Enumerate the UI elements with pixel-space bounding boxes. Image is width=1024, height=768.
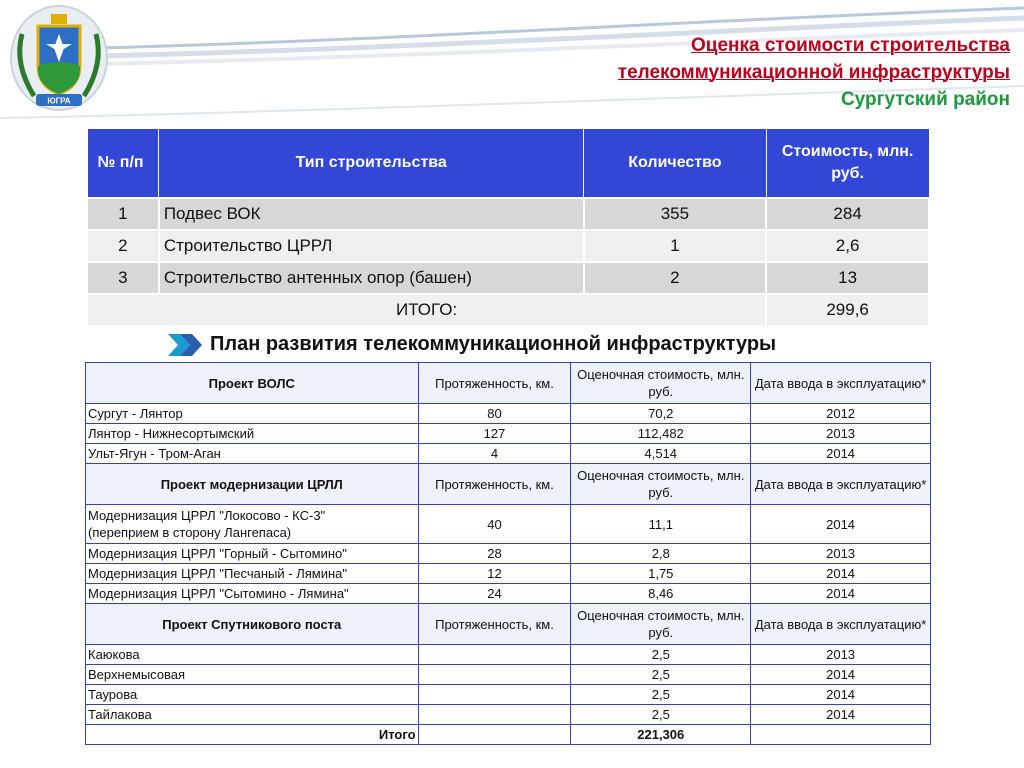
total-row <box>87 294 929 326</box>
plan-section-header <box>86 363 931 404</box>
row-date: 2013 <box>751 424 931 444</box>
row-length <box>418 685 571 705</box>
plan-section-header <box>86 464 931 505</box>
row-type: Строительство антенных опор (башен) <box>159 262 584 294</box>
row-length: 40 <box>418 505 571 544</box>
row-date: 2014 <box>751 705 931 725</box>
row-cost: 2,5 <box>571 645 751 665</box>
row-length: 4 <box>418 444 571 464</box>
col-length: Протяженность, км. <box>418 464 571 505</box>
table-row <box>86 645 931 665</box>
total-value: 299,6 <box>766 294 929 326</box>
row-cost: 2,5 <box>571 705 751 725</box>
plan-total-empty <box>751 725 931 745</box>
crrl-title: Проект модернизации ЦРЛЛ <box>86 464 419 505</box>
row-quantity: 355 <box>584 198 767 230</box>
table-row <box>86 544 931 564</box>
header-line-1: Оценка стоимости строительства <box>690 35 1010 56</box>
row-cost: 8,46 <box>571 584 751 604</box>
row-cost: 1,75 <box>571 564 751 584</box>
table-row <box>86 505 931 544</box>
plan-total-row <box>86 725 931 745</box>
col-date: Дата ввода в эксплуатацию* <box>751 464 931 505</box>
header-line-3: Сургутский район <box>840 89 1010 110</box>
col-date: Дата ввода в эксплуатацию* <box>751 363 931 404</box>
table-row <box>86 444 931 464</box>
row-name: Каюкова <box>86 645 419 665</box>
table-row <box>86 564 931 584</box>
plan-table <box>85 362 931 745</box>
row-number: 3 <box>87 262 159 294</box>
row-cost: 4,514 <box>571 444 751 464</box>
row-type: Строительство ЦРРЛ <box>159 230 584 262</box>
row-length <box>418 645 571 665</box>
row-length: 12 <box>418 564 571 584</box>
table-row <box>87 230 929 262</box>
row-length <box>418 705 571 725</box>
row-name <box>86 505 419 544</box>
col-est-cost: Оценочная стоимость, млн. руб. <box>571 363 751 404</box>
row-name-line-1: Модернизация ЦРРЛ "Локосово - КС-3" <box>88 508 326 523</box>
row-cost: 2,8 <box>571 544 751 564</box>
table-row <box>86 404 931 424</box>
row-name: Верхнемысовая <box>86 665 419 685</box>
double-chevron-icon <box>166 332 206 358</box>
row-length: 28 <box>418 544 571 564</box>
row-name: Тайлакова <box>86 705 419 725</box>
row-name: Модернизация ЦРРЛ "Горный - Сытомино" <box>86 544 419 564</box>
row-cost: 112,482 <box>571 424 751 444</box>
table-row <box>87 262 929 294</box>
emblem-ribbon-text: ЮГРА <box>47 96 71 106</box>
col-header-cost: Стоимость, млн. руб. <box>766 129 929 199</box>
plan-total-empty <box>418 725 571 745</box>
col-header-quantity: Количество <box>584 129 767 199</box>
total-label: ИТОГО: <box>87 294 766 326</box>
cost-table <box>86 128 930 327</box>
row-cost: 2,6 <box>766 230 929 262</box>
table-row <box>86 665 931 685</box>
row-date: 2014 <box>751 685 931 705</box>
table-row <box>86 584 931 604</box>
row-name: Таурова <box>86 685 419 705</box>
row-date: 2013 <box>751 544 931 564</box>
table-row <box>87 198 929 230</box>
row-cost: 11,1 <box>571 505 751 544</box>
row-date: 2014 <box>751 505 931 544</box>
row-cost: 2,5 <box>571 665 751 685</box>
col-header-number: № п/п <box>87 129 159 199</box>
row-cost: 284 <box>766 198 929 230</box>
row-name-line-2: (переприем в сторону Лангепаса) <box>88 525 292 540</box>
row-length: 24 <box>418 584 571 604</box>
table-row <box>86 424 931 444</box>
row-name: Модернизация ЦРРЛ "Песчаный - Лямина" <box>86 564 419 584</box>
table-row <box>86 685 931 705</box>
row-quantity: 2 <box>584 262 767 294</box>
col-length: Протяженность, км. <box>418 363 571 404</box>
plan-total-label: Итого <box>86 725 419 745</box>
col-length: Протяженность, км. <box>418 604 571 645</box>
plan-section-header <box>86 604 931 645</box>
row-type: Подвес ВОК <box>159 198 584 230</box>
table-row <box>86 705 931 725</box>
row-name: Сургут - Лянтор <box>86 404 419 424</box>
row-cost: 2,5 <box>571 685 751 705</box>
col-date: Дата ввода в эксплуатацию* <box>751 604 931 645</box>
row-number: 1 <box>87 198 159 230</box>
row-length <box>418 665 571 685</box>
row-number: 2 <box>87 230 159 262</box>
header-line-2: телекоммуникационной инфраструктуры <box>617 62 1010 83</box>
sat-title: Проект Спутникового поста <box>86 604 419 645</box>
section-title-text: План развития телекоммуникационной инфраструктуры <box>210 333 777 355</box>
col-header-type: Тип строительства <box>159 129 584 199</box>
col-est-cost: Оценочная стоимость, млн. руб. <box>571 464 751 505</box>
row-date: 2014 <box>751 444 931 464</box>
row-date: 2014 <box>751 665 931 685</box>
cost-table-header <box>87 129 929 199</box>
row-quantity: 1 <box>584 230 767 262</box>
row-length: 80 <box>418 404 571 424</box>
plan-total-value: 221,306 <box>571 725 751 745</box>
slide-header <box>618 32 1010 113</box>
row-cost: 13 <box>766 262 929 294</box>
emblem-logo <box>8 4 110 116</box>
row-date: 2014 <box>751 584 931 604</box>
row-date: 2013 <box>751 645 931 665</box>
row-cost: 70,2 <box>571 404 751 424</box>
row-name: Модернизация ЦРРЛ "Сытомино - Лямина" <box>86 584 419 604</box>
row-date: 2012 <box>751 404 931 424</box>
row-name: Ульт-Ягун - Тром-Аган <box>86 444 419 464</box>
col-est-cost: Оценочная стоимость, млн. руб. <box>571 604 751 645</box>
row-name: Лянтор - Нижнесортымский <box>86 424 419 444</box>
row-date: 2014 <box>751 564 931 584</box>
row-length: 127 <box>418 424 571 444</box>
vols-title: Проект ВОЛС <box>86 363 419 404</box>
